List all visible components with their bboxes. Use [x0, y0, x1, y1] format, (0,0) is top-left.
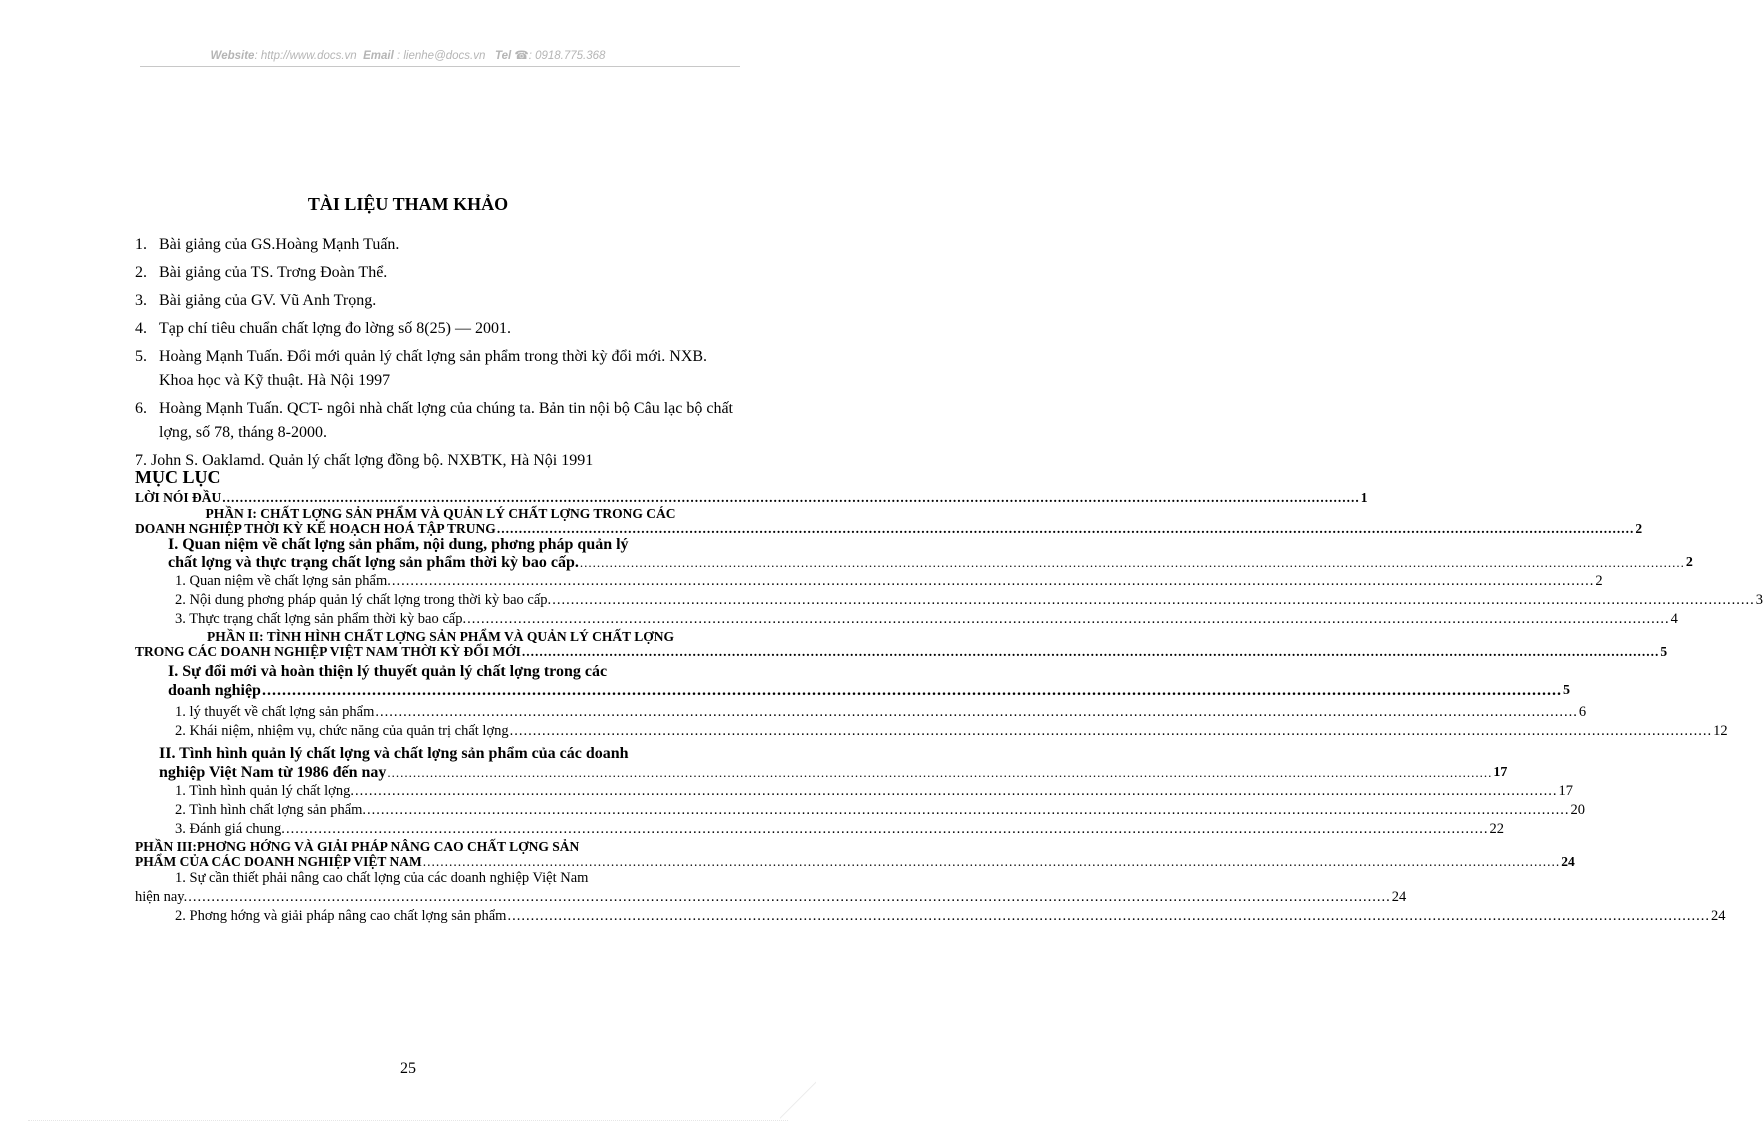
- toc-entry-page: 22: [1489, 821, 1504, 837]
- toc-entry: [135, 741, 740, 763]
- toc-entry-text: 1. Tình hình quản lý chất lợng.: [175, 783, 354, 799]
- reference-number: 3.: [135, 292, 147, 309]
- reference-number: 1.: [135, 236, 147, 253]
- references-list: [135, 233, 745, 477]
- reference-item: [135, 233, 745, 257]
- toc-entry-text: I. Sự đổi mới và hoàn thiện lý thuyết quản lý chất lợng trong các: [168, 663, 608, 680]
- toc-entry-continuation: [135, 554, 1693, 572]
- toc-entry-page: 12: [1713, 723, 1728, 739]
- toc-entry-text: 1. Quan niệm về chất lợng sản phẩm.: [175, 573, 391, 589]
- reference-text: Hoàng Mạnh Tuấn. Đổi mới quản lý chất lợng sản phẩm trong thời kỳ đổi mới. NXB. Khoa học và Kỹ thuật. Hà Nội 1997: [159, 348, 708, 389]
- toc-entry-text: 3. Đánh giá chung.: [175, 821, 285, 837]
- reference-number: 2.: [135, 264, 147, 281]
- toc-entry-text: 2. Tình hình chất lợng sản phẩm.: [175, 802, 367, 818]
- telephone-icon: ☎: [514, 50, 529, 62]
- page-header: [0, 48, 816, 62]
- toc-entry-page: 17: [1558, 783, 1573, 799]
- header-divider: [140, 66, 740, 67]
- toc-entry-continuation: [135, 763, 1508, 782]
- toc-entry: [135, 610, 1678, 629]
- toc-title: MỤC LỤC: [135, 467, 221, 487]
- website-label: Website: [210, 50, 255, 62]
- tel-value: : 0918.775.368: [528, 50, 606, 62]
- toc-entry-text: doanh nghiệp: [168, 682, 261, 699]
- toc-entry-text: chất lợng và thực trạng chất lợng sản phẩm thời kỳ bao cấp.: [168, 554, 579, 571]
- toc-entry-page: 20: [1570, 802, 1586, 818]
- toc-entry-continuation: [135, 681, 1570, 700]
- table-of-contents: [135, 490, 1763, 926]
- toc-entry-text: 2. Phơng hớng và giải pháp nâng cao chất lợng sản phẩm: [175, 908, 507, 924]
- toc-entry-text: TRONG CÁC DOANH NGHIỆP VIỆT NAM THỜI KỲ ĐỔI MỚI: [135, 644, 521, 659]
- toc-entry: [135, 869, 740, 888]
- toc-entry-text: 2. Nội dung phơng pháp quản lý chất lợng trong thời kỳ bao cấp.: [175, 592, 552, 608]
- toc-entry-text: PHẦN II: TÌNH HÌNH CHẤT LỢNG SẢN PHẨM VÀ QUẢN LÝ CHẤT LỢNG: [206, 629, 675, 644]
- toc-entry-text: PHẦN III:PHƠNG HỚNG VÀ GIẢI PHÁP NÂNG CAO CHẤT LỢNG SẢN: [135, 839, 580, 854]
- reference-item: [135, 345, 745, 393]
- toc-entry-continuation: [135, 854, 1575, 869]
- reference-text: Bài giảng của TS. Trơng Đoàn Thể.: [159, 264, 388, 281]
- toc-entry-page: 2: [1685, 555, 1693, 570]
- toc-entry: [135, 536, 740, 554]
- reference-number: 7.: [135, 452, 147, 469]
- reference-text: Hoàng Mạnh Tuấn. QCT- ngôi nhà chất lợng của chúng ta. Bản tin nội bộ Câu lạc bộ chất lợng, số 78, tháng 8-2000.: [159, 400, 733, 441]
- toc-entry: [135, 659, 740, 681]
- reference-number: 5.: [135, 348, 147, 365]
- toc-entry-text: LỜI NÓI ĐẦU: [135, 490, 222, 505]
- reference-text: Tạp chí tiêu chuẩn chất lợng đo lờng số 8(25) — 2001.: [159, 320, 511, 337]
- toc-entry-page: 17: [1493, 765, 1508, 780]
- toc-entry-text: PHẦN I: CHẤT LỢNG SẢN PHẨM VÀ QUẢN LÝ CHẤT LỢNG TRONG CÁC: [205, 506, 676, 521]
- toc-entry-continuation: [135, 644, 1668, 659]
- toc-entry: [135, 700, 1587, 722]
- toc-entry: [135, 839, 740, 854]
- toc-entry-text: 2. Khái niệm, nhiệm vụ, chức năng của quản trị chất lợng: [175, 723, 509, 739]
- reference-text: John S. Oaklamd. Quản lý chất lợng đồng bộ. NXBTK, Hà Nội 1991: [151, 452, 594, 469]
- toc-entry-page: 5: [1660, 644, 1668, 659]
- toc-entry-continuation: [135, 521, 1643, 536]
- tel-label: Tel: [494, 50, 512, 62]
- footer-divider: [28, 1120, 788, 1121]
- toc-entry-page: 4: [1670, 611, 1678, 627]
- toc-entry-text: 3. Thực trạng chất lợng sản phẩm thời kỳ bao cấp.: [175, 611, 467, 627]
- toc-entry: [135, 629, 740, 644]
- toc-entry: [135, 907, 1726, 926]
- reference-item: [135, 317, 745, 341]
- toc-entry-page: 2: [1595, 573, 1603, 589]
- toc-entry-page: 5: [1562, 683, 1570, 698]
- toc-entry: [135, 722, 1728, 741]
- reference-number: 4.: [135, 320, 147, 337]
- toc-entry-page: 24: [1710, 908, 1726, 924]
- reference-item: [135, 397, 745, 445]
- toc-entry-page: 6: [1578, 704, 1587, 720]
- toc-entry-text: PHẨM CỦA CÁC DOANH NGHIỆP VIỆT NAM: [135, 854, 422, 869]
- toc-entry: [135, 782, 1573, 801]
- page-corner-decoration: [780, 1080, 816, 1120]
- references-title: TÀI LIỆU THAM KHẢO: [307, 194, 509, 214]
- toc-entry: [135, 591, 1763, 610]
- page-number: 25: [400, 1060, 416, 1077]
- reference-number: 6.: [135, 400, 147, 417]
- toc-entry-text: I. Quan niệm về chất lợng sản phẩm, nội dung, phơng pháp quản lý: [168, 536, 629, 553]
- reference-text: Bài giảng của GV. Vũ Anh Trọng.: [159, 292, 377, 309]
- toc-entry-page: 24: [1561, 854, 1575, 869]
- toc-entry-page: 24: [1391, 889, 1407, 905]
- toc-entry: [135, 820, 1504, 839]
- toc-entry: [135, 490, 1368, 506]
- toc-entry-continuation: [135, 888, 1407, 907]
- toc-entry-page: 3: [1755, 592, 1763, 608]
- toc-entry-text: 1. lý thuyết về chất lợng sản phẩm: [175, 704, 375, 720]
- reference-item: [135, 449, 745, 473]
- email-label: Email: [363, 50, 394, 62]
- reference-item: [135, 289, 745, 313]
- toc-entry: [135, 506, 740, 521]
- toc-entry: [135, 801, 1586, 820]
- toc-entry-text: 1. Sự cần thiết phải nâng cao chất lợng của các doanh nghiệp Việt Nam: [175, 870, 589, 886]
- toc-entry-page: 2: [1635, 521, 1643, 536]
- email-value: : lienhe@docs.vn: [396, 50, 486, 62]
- toc-entry-text: nghiệp Việt Nam từ 1986 đến nay: [159, 764, 387, 781]
- website-value: : http://www.docs.vn: [254, 50, 357, 62]
- toc-entry: [135, 572, 1603, 591]
- toc-entry-text: II. Tình hình quản lý chất lợng và chất lợng sản phẩm của các doanh: [159, 745, 629, 762]
- reference-item: [135, 261, 745, 285]
- toc-entry-page: 1: [1360, 490, 1368, 505]
- toc-entry-text: DOANH NGHIỆP THỜI KỲ KẾ HOẠCH HOÁ TẬP TRUNG: [135, 521, 496, 536]
- reference-text: Bài giảng của GS.Hoàng Mạnh Tuấn.: [159, 236, 400, 253]
- toc-entry-text: hiện nay.: [135, 889, 188, 905]
